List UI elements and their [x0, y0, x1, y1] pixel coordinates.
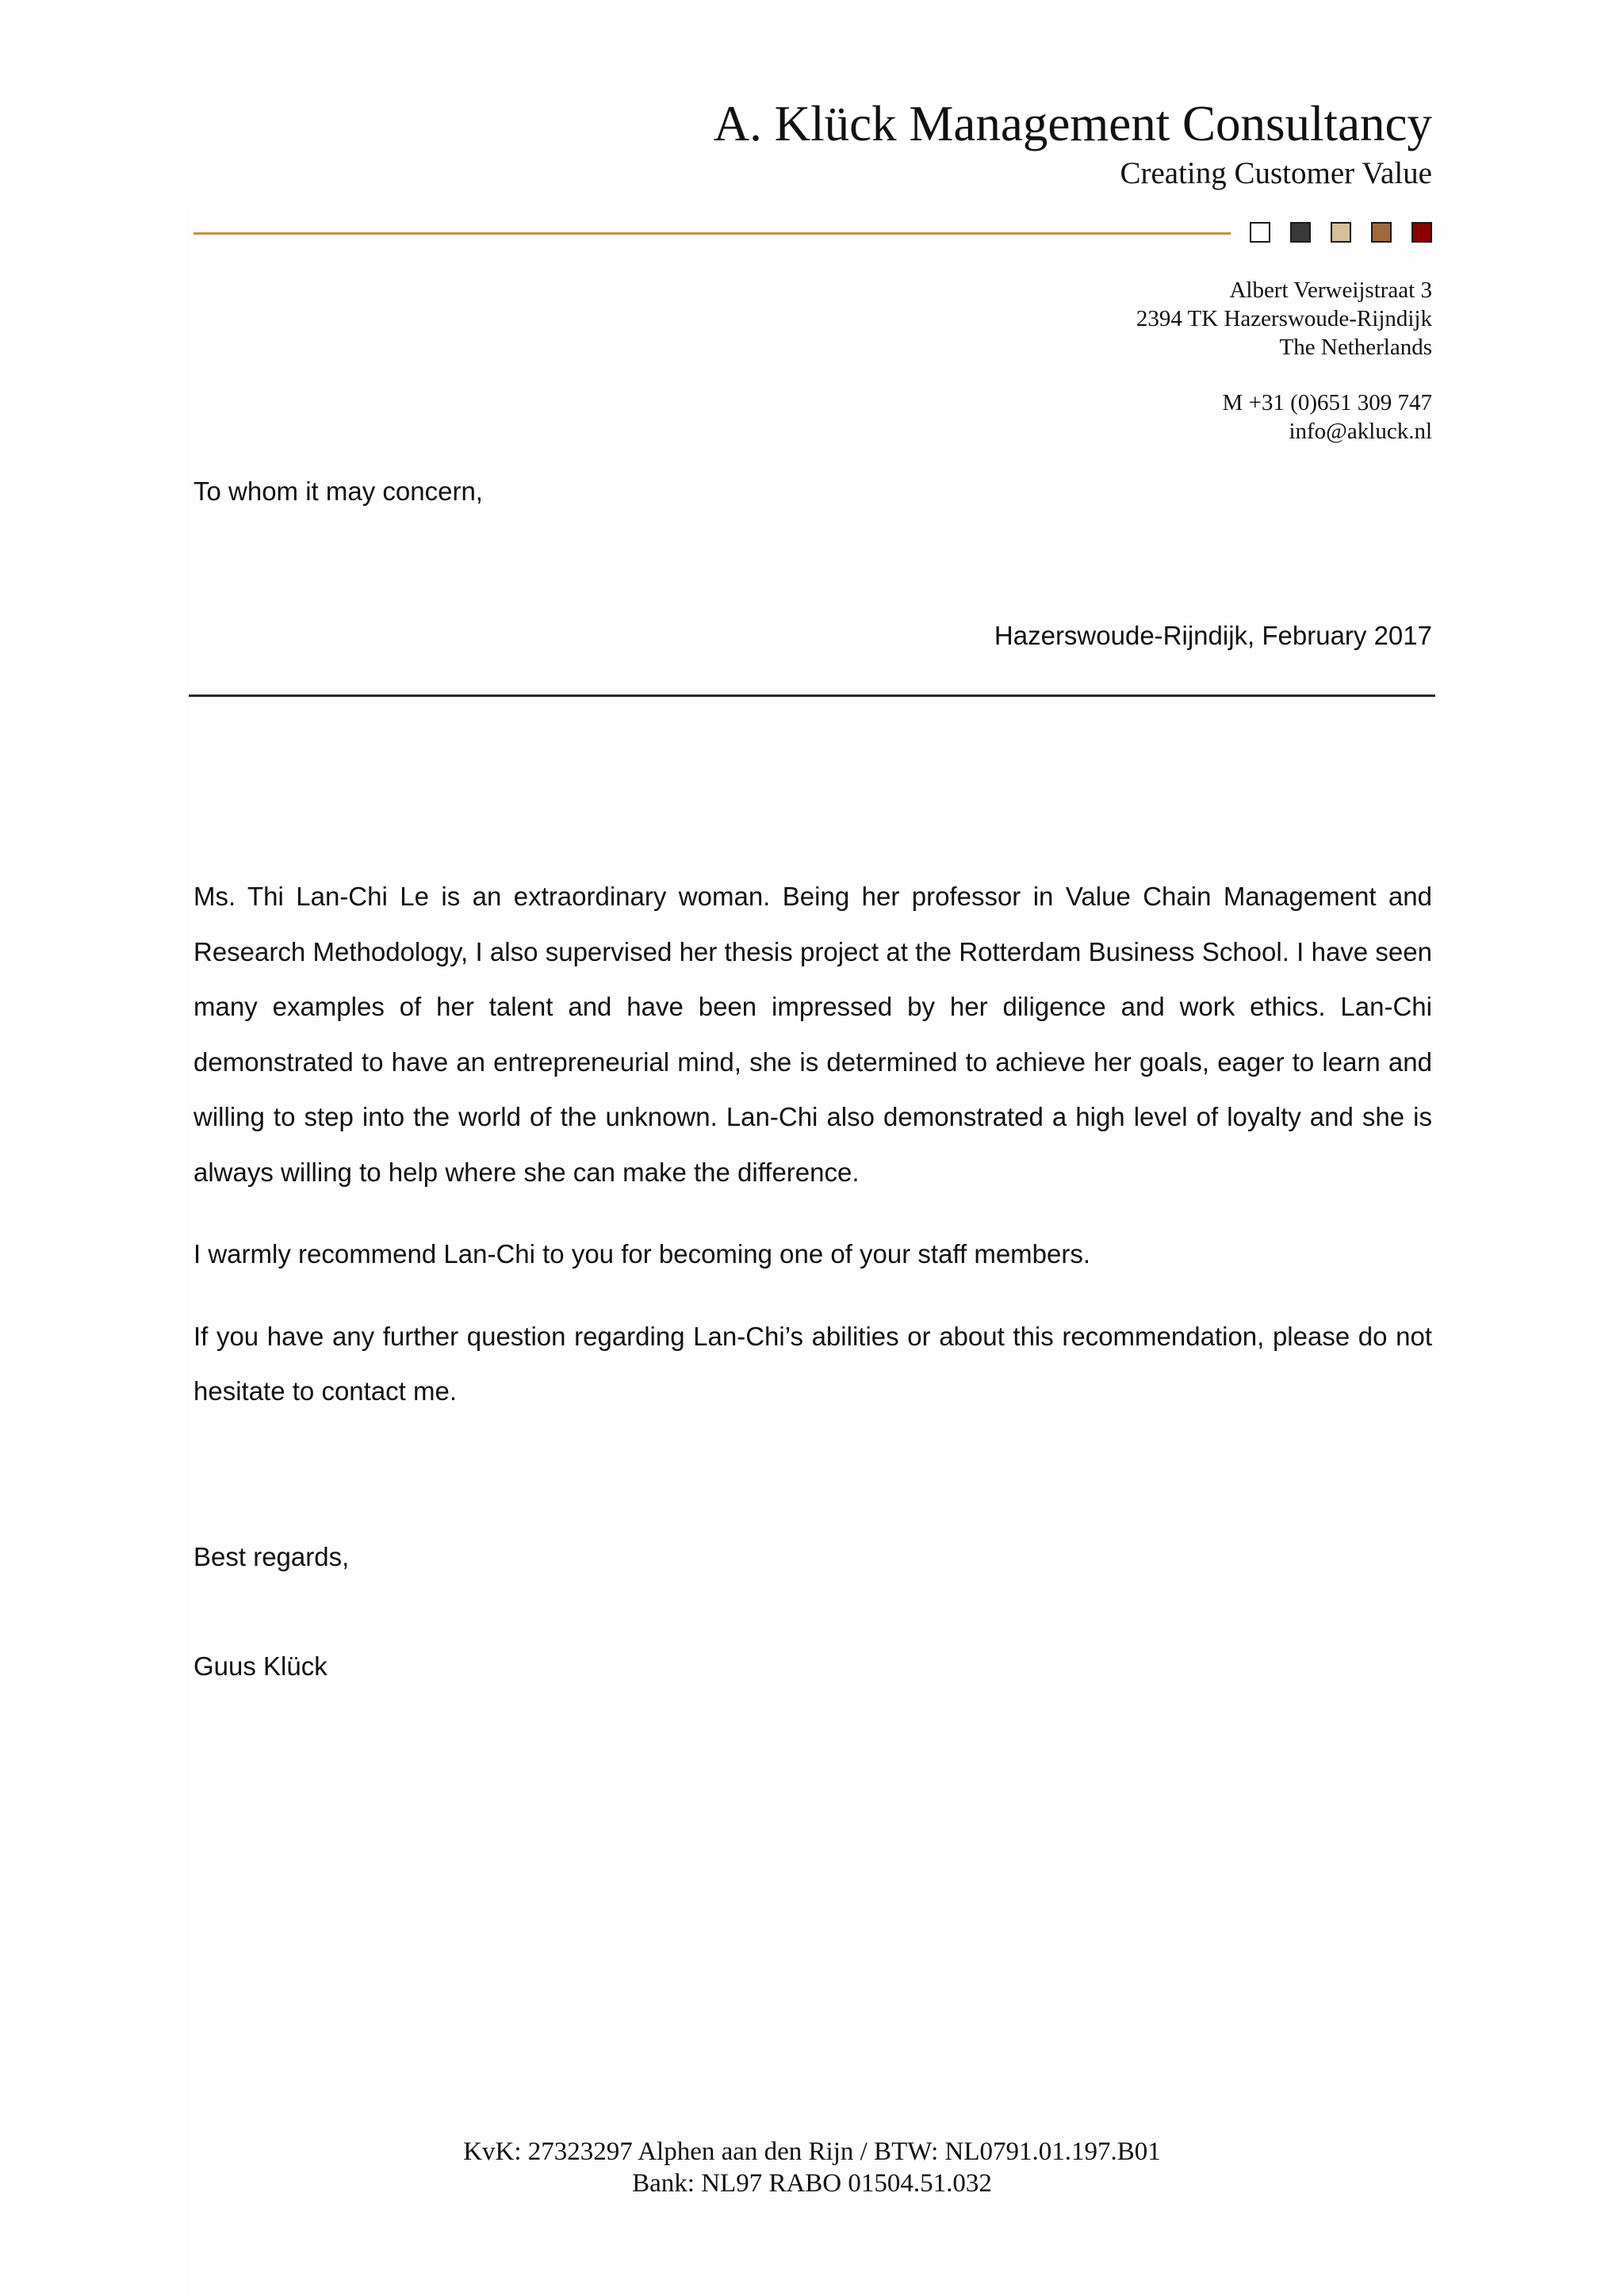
header-divider [189, 695, 1435, 697]
company-tagline: Creating Customer Value [1120, 156, 1432, 190]
address-country: The Netherlands [1279, 335, 1432, 360]
brand-rule [193, 232, 1231, 235]
company-block [714, 94, 1432, 193]
address-email[interactable]: info@akluck.nl [1289, 419, 1432, 444]
signature-name: Guus Klück [193, 1651, 327, 1681]
body-paragraph: Ms. Thi Lan-Chi Le is an extraordinary woman. Being her professor in Value Chain Management and Research Methodology, I also supervised her thesis project at the Rotterdam Business School. I have seen many examples of her talent and have been impressed by her diligence and work ethics. Lan-Chi demonstrated to have an entrepreneurial mind, she is determined to achieve her goals, eager to learn and willing to step into the world of the unknown. Lan-Chi also demonstrated a high level of loyalty and she is always willing to help where she can make the difference. [193, 882, 1432, 1187]
address-city: 2394 TK Hazerswoude-Rijndijk [1136, 306, 1432, 331]
letter-body [193, 869, 1432, 1446]
place-date: Hazerswoude-Rijndijk, February 2017 [994, 621, 1432, 650]
footer [0, 2136, 1624, 2199]
footer-registration: KvK: 27323297 Alphen aan den Rijn / BTW: NL0791.01.197.B01 [463, 2137, 1161, 2166]
sender-address [1136, 276, 1432, 446]
closing: Best regards, [193, 1542, 350, 1571]
red-swatch [1411, 222, 1432, 243]
address-mobile: M +31 (0)651 309 747 [1222, 390, 1432, 415]
salutation: To whom it may concern, [193, 476, 483, 506]
white-swatch [1250, 222, 1270, 243]
company-name: A. Klück Management Consultancy [713, 96, 1432, 151]
footer-bank: Bank: NL97 RABO 01504.51.032 [632, 2169, 992, 2198]
dark-gray-swatch [1290, 222, 1311, 243]
body-paragraph: I warmly recommend Lan-Chi to you for becoming one of your staff members. [193, 1239, 1091, 1269]
tan-swatch [1331, 222, 1351, 243]
brown-swatch [1371, 222, 1392, 243]
address-spacer [1136, 362, 1432, 388]
body-paragraph: If you have any further question regarding Lan-Chi’s abilities or about this recommendation, please do not hesitate to contact me. [193, 1321, 1432, 1406]
address-street: Albert Verweijstraat 3 [1229, 277, 1432, 303]
